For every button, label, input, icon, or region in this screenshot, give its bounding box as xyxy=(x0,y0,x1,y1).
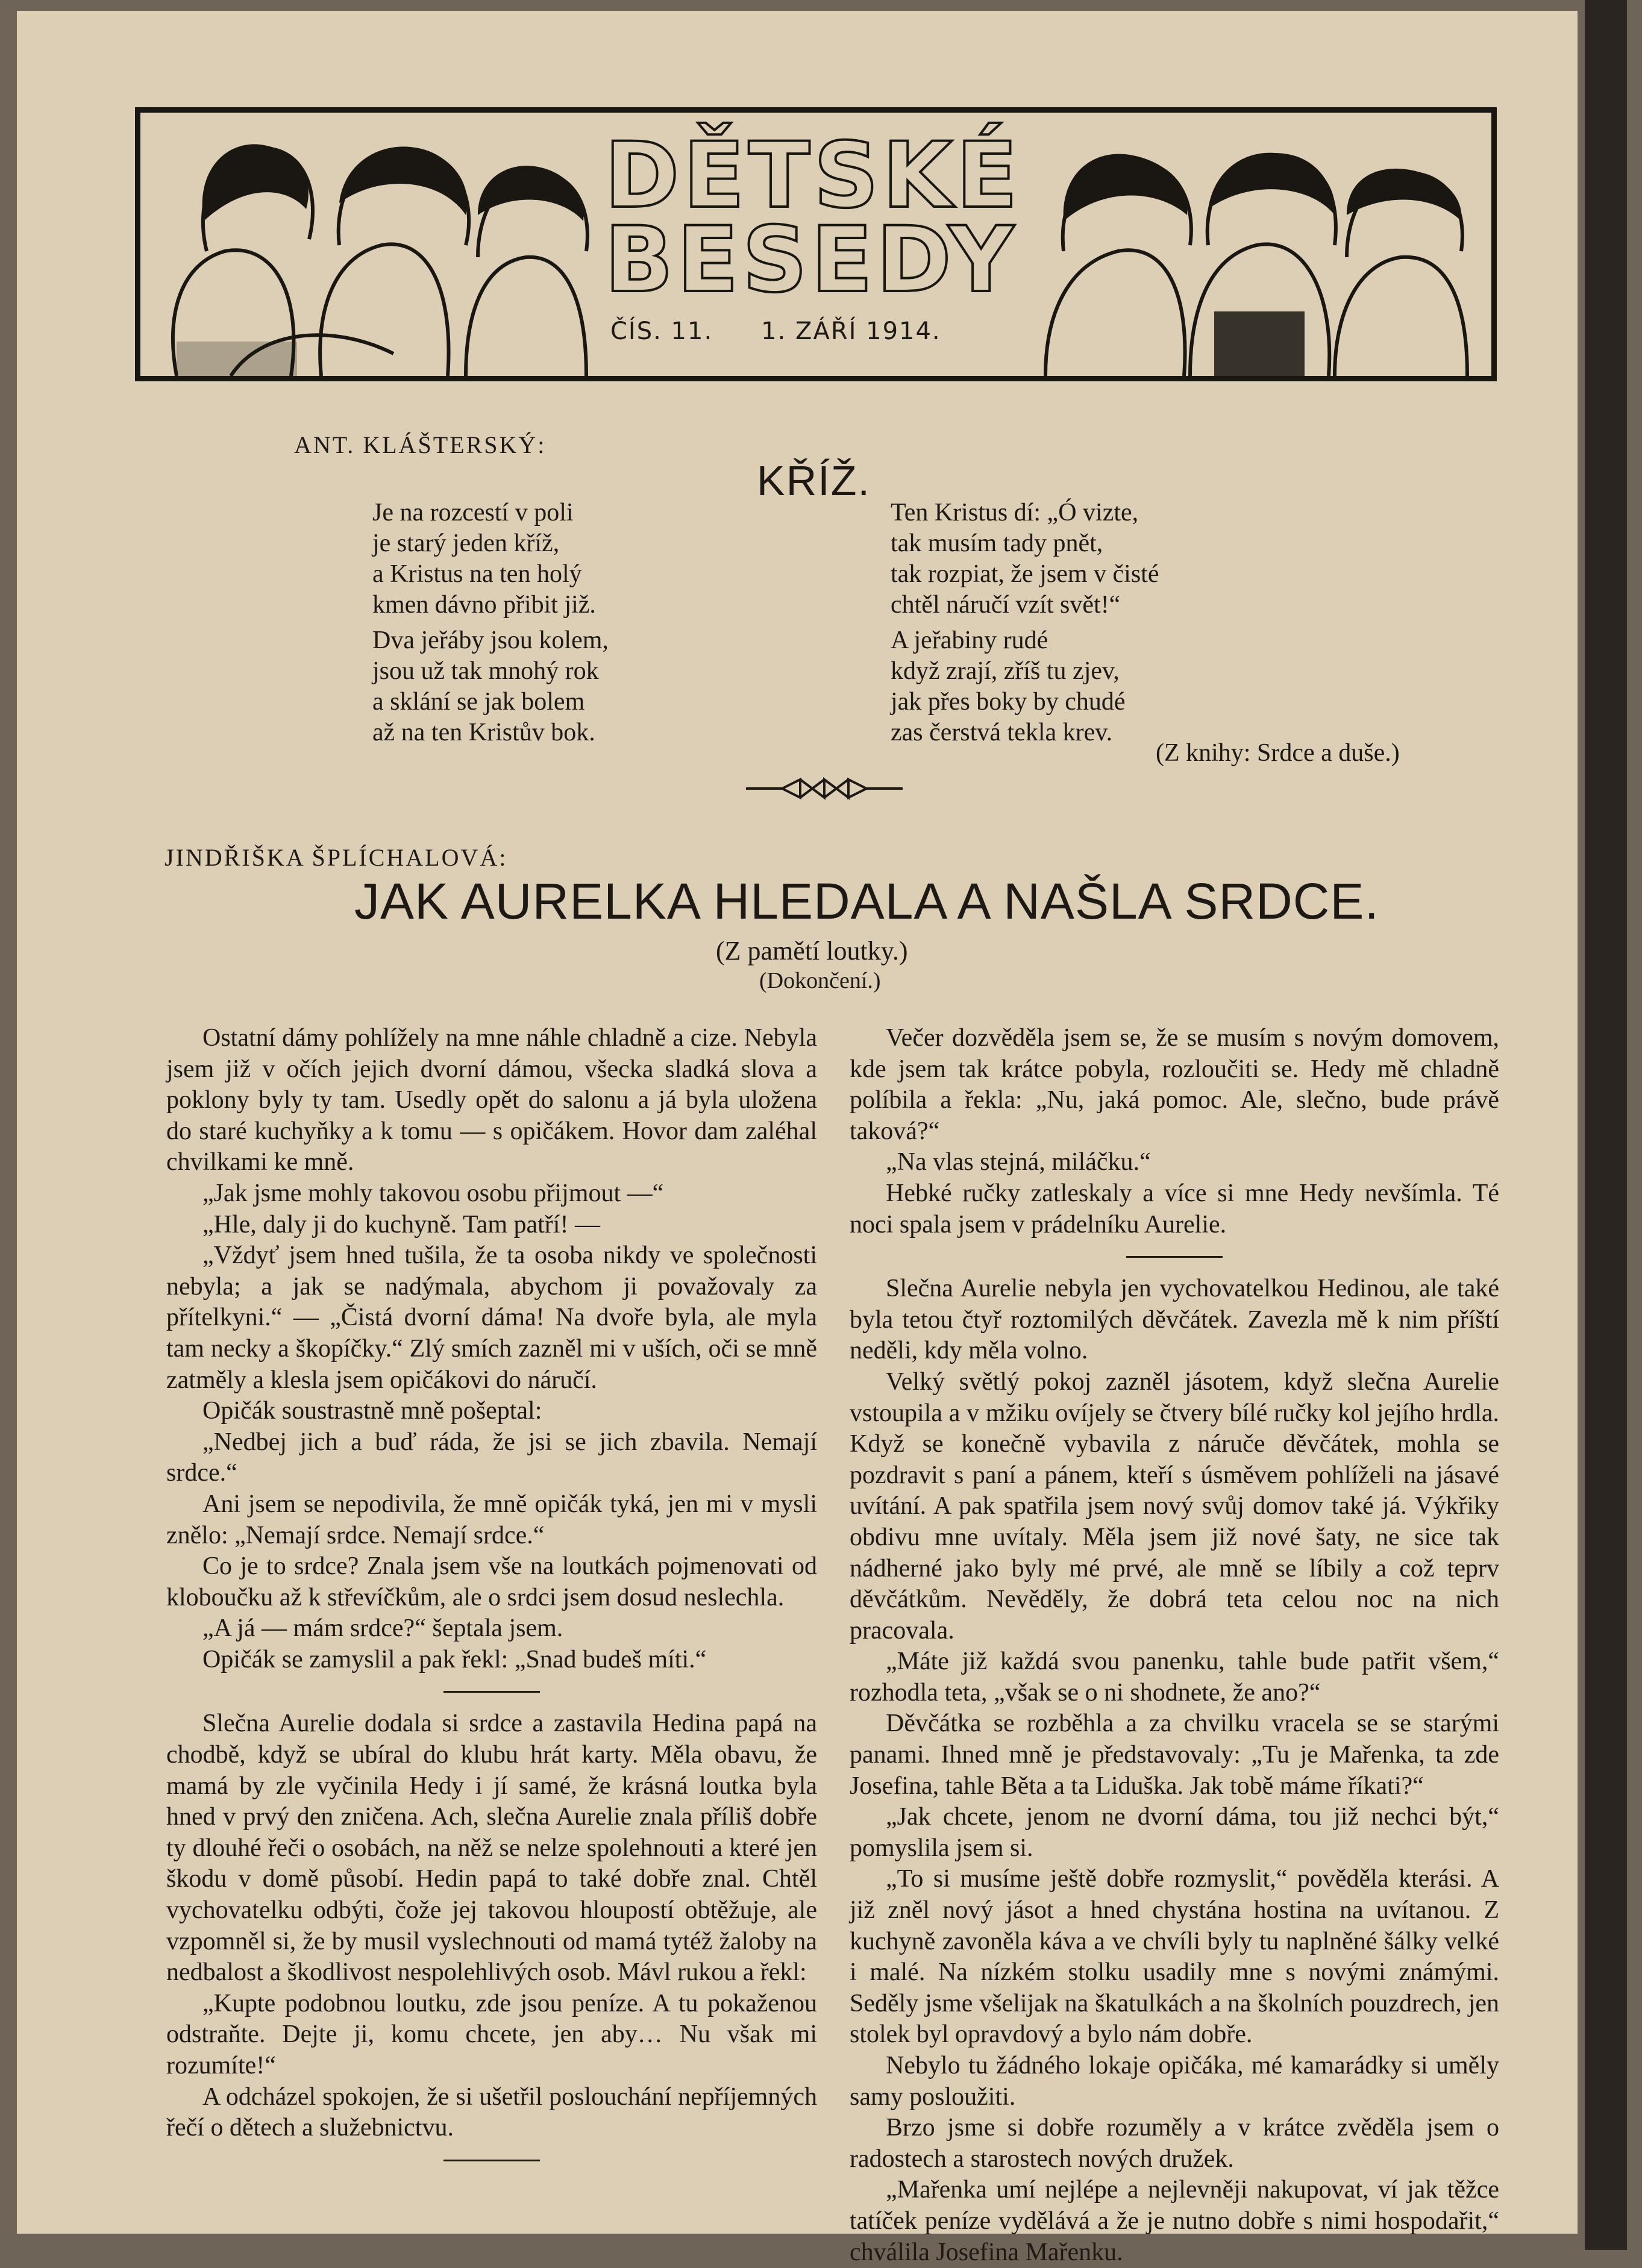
poem-stanza-1 xyxy=(372,498,596,620)
story-author: JINDŘIŠKA ŠPLÍCHALOVÁ: xyxy=(165,844,508,871)
paragraph: Slečna Aurelie nebyla jen vychovatelkou Hedinou, ale také byla tetou čtyř roztomilých děvčátek. Zavezla mě k nim příští neděli, kdy měla volno. xyxy=(850,1275,1499,1365)
section-rule xyxy=(443,2160,540,2161)
ornament-divider-icon xyxy=(746,775,903,802)
story-continuation-note: (Dokončení.) xyxy=(759,968,881,993)
paragraph: A odcházel spokojen, že si ušetřil poslouchání nepříjemných řečí o dětech a služebnictvu. xyxy=(166,2082,817,2142)
paragraph: „Kupte podobnou loutku, zde jsou peníze. A tu pokaženou odstraňte. Dejte ji, komu chcete, jen aby… Nu však mi rozumíte!“ xyxy=(166,1989,817,2079)
section-rule xyxy=(443,1691,540,1693)
magazine-page xyxy=(17,11,1578,2266)
poem-line: tak musím tady pnět, xyxy=(891,530,1103,557)
poem-line: Je na rozcestí v poli xyxy=(372,499,574,526)
paragraph: „A já — mám srdce?“ šeptala jsem. xyxy=(202,1614,563,1643)
issue-line xyxy=(610,317,941,345)
poem-line: Dva jeřáby jsou kolem, xyxy=(372,626,609,654)
children-illustration-left xyxy=(140,113,598,376)
paragraph: „Jak jsme mohly takovou osobu přijmout —“ xyxy=(202,1179,664,1207)
paragraph: Večer dozvěděla jsem se, že se musím s novým domovem, kde jsem tak krátce pobyla, rozloučiti se. Hedy mě chladně políbila a řekla: „Nu, jaká pomoc. Ale, slečno, bude právě taková?“ xyxy=(850,1024,1499,1145)
poem-source: (Z knihy: Srdce a duše.) xyxy=(1156,739,1400,767)
poem-stanza-3 xyxy=(891,498,1159,620)
poem-line: když zrají, zříš tu zjev, xyxy=(891,657,1120,685)
paragraph: „Jak chcete, jenom ne dvorní dáma, tou již nechci být,“ pomyslila jsem si. xyxy=(850,1803,1499,1862)
poem-line: A jeřabiny rudé xyxy=(891,626,1048,654)
poem-author: ANT. KLÁŠTERSKÝ: xyxy=(294,431,547,458)
poem-stanza-2 xyxy=(372,625,609,748)
poem-title: KŘÍŽ. xyxy=(757,457,871,504)
paragraph: Ostatní dámy pohlížely na mne náhle chladně a cize. Nebyla jsem již v očích jejich dvorní dámou, všecka sladká slova a poklony byly ty tam. Usedly opět do salonu a já byla uložena do staré kuchyňky a k tomu — s opičákem. Hovor dam zaléhal chvilkami ke mně. xyxy=(166,1024,817,1176)
paragraph: „To si musíme ještě dobře rozmyslit,“ pověděla kterási. A již zněl nový jásot a hned chystána hostina na uvítanou. Z kuchyně zavoněla káva a ve chvíli byly tu naplněné šálky velké i malé. Na nízkém stolku usadily mne s novými známými. Seděly jsme všelijak na škatulkách a na školních pouzdrech, jen stolek byl opravdový a bylo nám dobře. xyxy=(850,1865,1499,2049)
poem-line: kmen dávno přibit již. xyxy=(372,591,596,619)
poem-line: a sklání se jak bolem xyxy=(372,688,585,716)
paragraph: Opičák se zamyslil a pak řekl: „Snad budeš míti.“ xyxy=(202,1645,707,1673)
masthead xyxy=(135,107,1497,381)
poem-line: je starý jeden kříž, xyxy=(372,530,560,557)
paragraph: Nebylo tu žádného lokaje opičáka, mé kamarádky si uměly samy posloužiti. xyxy=(850,2052,1499,2111)
poem-line: až na ten Kristův bok. xyxy=(372,719,595,746)
paragraph: „Hle, daly ji do kuchyně. Tam patří! — xyxy=(202,1210,600,1239)
paragraph: „Na vlas stejná, miláčku.“ xyxy=(886,1148,1151,1176)
children-illustration-right xyxy=(1033,113,1491,376)
poem-line: a Kristus na ten holý xyxy=(372,560,582,588)
paragraph: Hebké ručky zatleskaly a více si mne Hedy nevšímla. Té noci spala jsem v prádelníku Aurelie. xyxy=(850,1179,1499,1239)
masthead-title-line1: DĚTSKÉ xyxy=(604,123,1022,228)
paragraph: Co je to srdce? Znala jsem vše na loutkách pojmenovati od kloboučku až k střevíčkům, ale o srdci jsem dosud neslechla. xyxy=(166,1552,817,1611)
story-right-column xyxy=(850,1023,1499,2268)
paragraph: „Mařenka umí nejlépe a nejlevněji nakupovat, ví jak těžce tatíček peníze vydělává a že je nutno dobře s nimi hospodařit,“ chválila Josefina Mařenku. xyxy=(850,2176,1499,2266)
paragraph: „Nedbej jich a buď ráda, že jsi se jich zbavila. Nemají srdce.“ xyxy=(166,1428,817,1487)
page-binding-edge xyxy=(1585,0,1627,2250)
paragraph: „Vždyť jsem hned tušila, že ta osoba nikdy ve společnosti nebyla; a jak se nadýmala, abychom ji považovaly za přítelkyni.“ — „Čistá dvorní dáma! Na dvoře byla, ale myla tam necky a škopíčky.“ Zlý smích zazněl mi v uších, oči se mně zatměly a klesla jsem opičákovi do náručí. xyxy=(166,1242,817,1394)
issue-number: ČÍS. 11. xyxy=(610,317,713,345)
poem-line: Ten Kristus dí: „Ó vizte, xyxy=(891,499,1139,526)
story-left-column xyxy=(166,1023,817,2177)
poem-line: jak přes boky by chudé xyxy=(891,688,1126,716)
poem-line: zas čerstvá tekla krev. xyxy=(891,719,1113,746)
paragraph: Opičák soustrastně mně pošeptal: xyxy=(202,1397,542,1425)
poem-stanza-4 xyxy=(891,625,1126,748)
paragraph: Brzo jsme si dobře rozuměly a v krátce zvěděla jsem o radostech a starostech nových družek. xyxy=(850,2114,1499,2173)
poem-line: chtěl náručí vzít svět!“ xyxy=(891,591,1121,619)
paragraph: Slečna Aurelie dodala si srdce a zastavila Hedina papá na chodbě, když se ubíral do klubu hrát karty. Měla obavu, že mamá by zle vyčinila Hedy i jí samé, že krásná loutka byla hned v prvý den zničena. Ach, slečna Aurelie znala příliš dobře ty dlouhé řeči o osobách, na něž se nelze spolehnouti a které jen škodu v domě působí. Hedin papá to také dobře znal. Chtěl vychovatelku odbýti, čože jej takovou hloupostí obtěžuje, ale vzpomněl si, že by musil vyslechnouti od mamá tytéž žaloby na nedbalost a škodlivost nespolehlivých osob. Mávl rukou a řekl: xyxy=(166,1710,817,1987)
paragraph: „Máte již každá svou panenku, tahle bude patřit všem,“ rozhodla teta, „však se o ni shodnete, že ano?“ xyxy=(850,1648,1499,1707)
section-rule xyxy=(1126,1256,1223,1258)
masthead-title-line2: BESEDY xyxy=(604,208,1018,313)
paragraph: Děvčátka se rozběhla a za chvilku vracela se se starými panami. Ihned mně je představovaly: „Tu je Mařenka, ta zde Josefina, tahle Běta a ta Liduška. Jak tobě máme říkati?“ xyxy=(850,1710,1499,1800)
issue-date: 1. ZÁŘÍ 1914. xyxy=(761,317,941,345)
story-subtitle: (Z pamětí loutky.) xyxy=(716,936,908,966)
paragraph: Velký světlý pokoj zazněl jásotem, když slečna Aurelie vstoupila a v mžiku ovíjely se čtvery bílé ručky kol jejího hrdla. Když se konečně vybavila z náruče děvčátek, mohla se pozdravit s paní a pánem, kteří s úsměvem pohlíželi na jásavé uvítání. A pak spatřila jsem nový svůj domov také já. Výkřiky obdivu mne uvítaly. Měla jsem již nové šaty, ne sice tak nádherné jako byly mé prvé, ale mně se líbily a což teprv děvčátkům. Nevěděly, že dobrá teta celou noc na nich pracovala. xyxy=(850,1367,1499,1645)
poem-line: jsou už tak mnohý rok xyxy=(372,657,599,685)
story-title: JAK AURELKA HLEDALA A NAŠLA SRDCE. xyxy=(354,873,1379,929)
poem-line: tak rozpiat, že jsem v čisté xyxy=(891,560,1159,588)
paragraph: Ani jsem se nepodivila, že mně opičák tyká, jen mi v mysli znělo: „Nemají srdce. Nemají srdce.“ xyxy=(166,1490,817,1549)
